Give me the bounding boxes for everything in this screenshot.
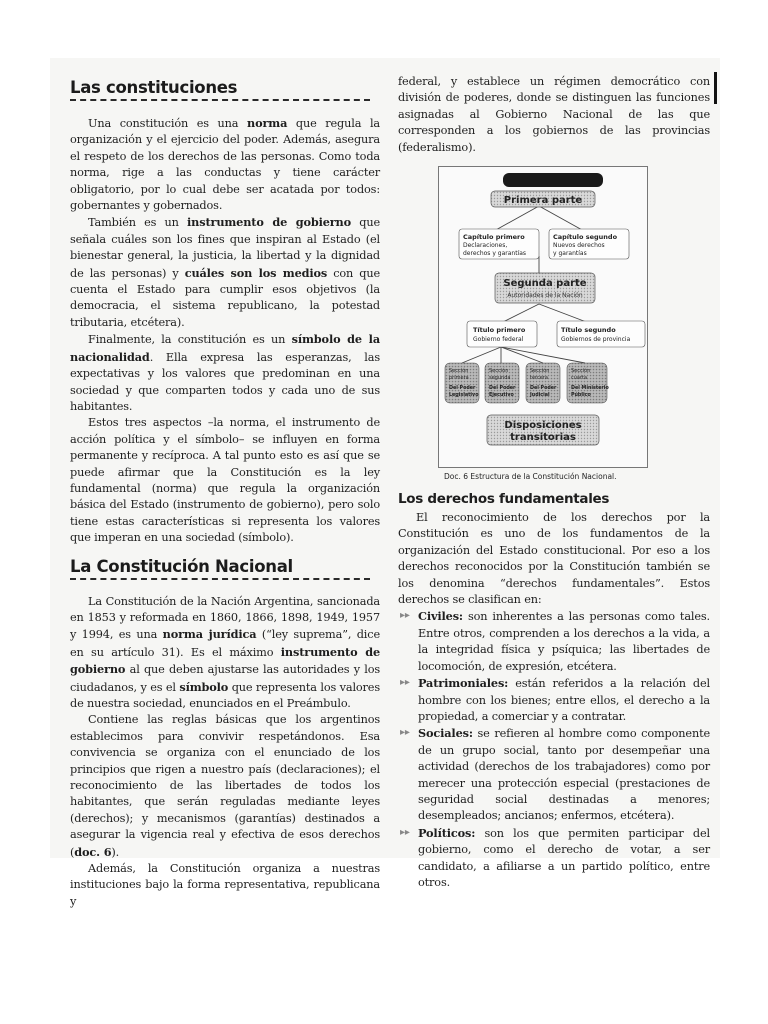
capitulo-segundo-line2: y garantías (553, 250, 587, 258)
seccion-segunda (485, 363, 519, 403)
titulo-segundo-sub: Gobiernos de provincia (561, 336, 631, 344)
seccion-primera (445, 363, 479, 403)
seccion-segunda-l3: Del Poder (489, 386, 516, 392)
paragraph-derechos-intro: El reconocimiento de los derechos por la Constitución es uno de los fundamentos de la organización del Estado constitucional. Por eso a los derechos reconocidos por la Constitución también se los denomina “derechos fundamentales”. Estos derechos se clasifican en: (398, 511, 710, 607)
capitulo-primero-title: Capítulo primero (463, 233, 525, 242)
seccion-primera-l3: Del Poder (449, 386, 476, 392)
arrow-bullet-icon: ▸▸ (400, 727, 410, 739)
titulo-segundo-title: Título segundo (561, 326, 616, 335)
seccion-cuarta-l3: Del Ministerio (571, 386, 609, 392)
list-item: ▸▸ Políticos: son los que permiten participar del gobierno, como el derecho de votar, a ser candidato, a afiliarse a un partido político, entre otros. (400, 825, 710, 889)
segunda-parte-label: Segunda parte (503, 278, 587, 290)
title-constitucion-nacional: La Constitución Nacional (70, 556, 293, 576)
title-underline-2 (70, 578, 370, 580)
paragraph-instrumento: También es un instrumento de gobierno que señala cuáles son los fines que inspiran al Estado (el bienestar general, la justicia, la libertad y la dignidad de las personas) y cuáles son los medios con que cuenta el Estado para cumplir esos objetivos (la democracia, el sistema republicano, la potestad tributaria, etcétera). (70, 215, 381, 329)
arrow-bullet-icon: ▸▸ (400, 677, 410, 689)
paragraph-simbolo: Finalmente, la constitución es un símbolo de la nacionalidad. Ella expresa las esperanzas, las expectativas y los valores que predominan en una sociedad y que comparten todos y cada uno de sus habitantes. (70, 332, 380, 413)
list-item: ▸▸ Sociales: se refieren al hombre como componente de un grupo social, tanto por desempeñar una actividad (derechos de los trabajadores) como por merecer una protección especial (prestaciones de seguridad social destinadas a menores; desempleados; ancianos; enfermos, etcétera). (400, 726, 710, 823)
margin-bar (714, 72, 717, 104)
title-derechos-fundamentales: Los derechos fundamentales (398, 491, 610, 508)
titulo-primero-title: Título primero (473, 326, 526, 335)
paragraph-tres-aspectos: Estos tres aspectos –la norma, el instrumento de acción política y el símbolo– se influyen en forma permanente y recíproca. A tal punto esto es así que se puede afirmar que la Constitución es la ley fundamental (norma) que regula la organización básica del Estado (instrumento de gobierno), pero solo tiene estas características si representa los valores que imperan en una sociedad (símbolo). (70, 416, 380, 545)
seccion-tercera-l3: Del Poder (530, 386, 557, 392)
title-underline (70, 99, 370, 101)
seccion-cuarta (567, 363, 609, 403)
seccion-tercera-l4: Judicial (530, 393, 550, 399)
diagram-svg (439, 167, 647, 467)
seccion-primera-l4: Legislativo (449, 393, 479, 399)
arrow-bullet-icon: ▸▸ (400, 826, 410, 838)
diagram-black-header (503, 173, 603, 187)
seccion-cuarta-l2: cuarta (571, 375, 588, 382)
seccion-tercera-l1: Sección (530, 368, 550, 375)
disposiciones-label: Disposiciones (504, 420, 582, 432)
paragraph-constitucion-argentina: La Constitución de la Nación Argentina, sancionada en 1853 y reformada en 1860, 1866, 1898, 1949, 1957 y 1994, es una norma jurídica (“ley suprema”, dice en su artículo 31). Es el máximo instrumento de gobierno al que deben ajustarse las autoridades y los ciudadanos, y es el símbolo que representa los valores de nuestra sociedad, enunciados en el Preámbulo. (70, 594, 380, 710)
titulo-primero-sub: Gobierno federal (473, 336, 524, 344)
caption-label: Doc. 6 (444, 472, 469, 482)
right-column (398, 74, 710, 891)
titulo-primero-box (467, 321, 537, 347)
seccion-cuarta-l1: Sección (571, 368, 591, 375)
capitulo-segundo-line1: Nuevos derechos (553, 242, 605, 250)
constitution-structure-diagram (438, 166, 648, 468)
segunda-parte-sub: Autoridades de la Nación (507, 292, 583, 300)
titulo-segundo-box (557, 321, 645, 347)
list-item: ▸▸ Patrimoniales: están referidos a la relación del hombre con los bienes; entre ellos, el derecho a la propiedad, a comerciar y a contratar. (400, 676, 710, 723)
seccion-tercera-l2: tercera (530, 375, 548, 382)
paragraph-organiza-instituciones: Además, la Constitución organiza a nuestras instituciones bajo la forma representativa, republicana y (70, 862, 380, 908)
seccion-tercera (526, 363, 560, 403)
seccion-segunda-l4: Ejecutivo (489, 393, 514, 399)
seccion-cuarta-l4: Público (571, 393, 591, 399)
seccion-segunda-l2: segunda (489, 375, 511, 382)
title-las-constituciones: Las constituciones (70, 78, 238, 97)
list-item: ▸▸ Civiles: son inherentes a las personas como tales. Entre otros, comprenden a los derechos a la vida, a la integridad física y psíquica; las libertades de locomoción, de expresión, etcétera. (400, 609, 710, 673)
seccion-primera-l2: primera (449, 375, 469, 382)
paragraph-reglas-basicas: Contiene las reglas básicas que los argentinos establecimos para convivir respetándonos. Esa convivencia se organiza con el enunciado de los principios que rigen a nuestro país (declaraciones); el reconocimiento de las libertades de todos los habitantes, que serán reguladas mediante leyes (derechos); y mecanismos (garantías) destinados a asegurar la vigencia real y efectiva de esos derechos (doc. 6). (70, 713, 380, 859)
seccion-segunda-l1: Sección (489, 368, 509, 375)
arrow-bullet-icon: ▸▸ (400, 610, 410, 622)
capitulo-primero-line1: Declaraciones, (463, 242, 508, 250)
left-column (70, 78, 380, 910)
capitulo-segundo-title: Capítulo segundo (553, 233, 618, 242)
primera-parte-label: Primera parte (503, 195, 583, 207)
paragraph-federal-continuation: federal, y establece un régimen democrático con división de poderes, donde se distinguen las funciones asignadas al Gobierno Nacional de las que corresponden a los gobiernos de las provincias (federalismo). (398, 75, 710, 154)
caption-text: Estructura de la Constitución Nacional. (470, 472, 617, 482)
rights-list (398, 608, 710, 891)
seccion-primera-l1: Sección (449, 368, 469, 375)
transitorias-label: transitorias (510, 432, 576, 444)
paragraph-norma: Una constitución es una norma que regula la organización y el ejercicio del poder. Además, asegura el respeto de los derechos de las personas. Como toda norma, rige a las conductas y tiene carácter obligatorio, por lo cual debe ser acatada por todos: gobernantes y gobernados. (70, 116, 380, 213)
capitulo-primero-line2: derechos y garantías (463, 250, 527, 258)
figure-caption (444, 472, 710, 481)
